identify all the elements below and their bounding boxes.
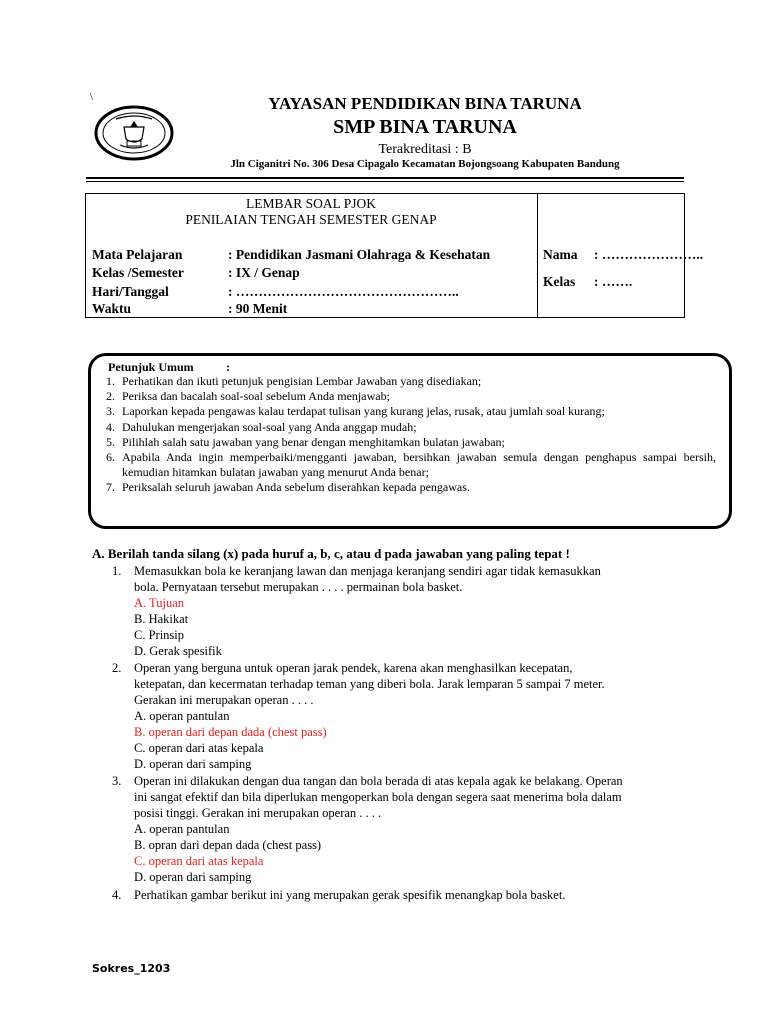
answer-option: D. operan dari samping xyxy=(134,870,252,884)
instruction-text: Dahulukan mengerjakan soal-soal yang Anda anggap mudah; xyxy=(122,419,417,434)
section-a-heading: A. Berilah tanda silang (x) pada huruf a, b, c, atau d pada jawaban yang paling tepat ! xyxy=(92,546,570,561)
student-name-label: Nama xyxy=(543,247,578,262)
header-divider xyxy=(86,177,684,179)
school-address: Jln Ciganitri No. 306 Desa Cipagalo Kecamatan Bojongsoang Kabupaten Bandung xyxy=(230,158,620,170)
question-line: Memasukkan bola ke keranjang lawan dan menjaga keranjang sendiri agar tidak kemasukkan xyxy=(134,564,601,578)
question-line: ini sangat efektif dan bila diperlukan mengoperkan bola dengan segera saat menerima bola dalam xyxy=(134,790,622,804)
answer-option: B. opran dari depan dada (chest pass) xyxy=(134,838,322,852)
stray-mark: \ xyxy=(90,92,93,103)
question-number: 1. xyxy=(112,564,122,578)
instruction-item xyxy=(106,435,716,450)
sheet-title: LEMBAR SOAL PJOK xyxy=(245,196,377,211)
instruction-item xyxy=(106,389,716,404)
instruction-item xyxy=(106,420,716,435)
field-value-date: : ………………………………………….. xyxy=(228,284,459,299)
instruction-item xyxy=(106,480,716,495)
question-number: 4. xyxy=(112,888,122,902)
instruction-text: Periksa dan bacalah soal-soal sebelum Anda menjawab; xyxy=(122,389,390,404)
instructions-list xyxy=(106,374,716,496)
question-line: Operan yang berguna untuk operan jarak pendek, karena akan menghasilkan kecepatan, xyxy=(134,661,573,675)
instruction-number: 7. xyxy=(106,480,115,495)
instructions-colon: : xyxy=(226,360,230,374)
question-line: posisi tinggi. Gerakan ini merupakan operan . . . . xyxy=(134,806,382,820)
answer-option-correct: B. operan dari depan dada (chest pass) xyxy=(134,725,327,739)
instruction-number: 1. xyxy=(106,374,115,388)
accreditation: Terakreditasi : B xyxy=(378,142,472,157)
answer-option-correct: A. Tujuan xyxy=(134,596,185,610)
instruction-text: Laporkan kepada pengawas kalau terdapat tulisan yang kurang jelas, rusak, atau jumlah soal kurang; xyxy=(122,404,605,419)
answer-option: C. operan dari atas kepala xyxy=(134,741,264,755)
question-line: Gerakan ini merupakan operan . . . . xyxy=(134,693,314,707)
question-number: 2. xyxy=(112,661,122,675)
foundation-name: YAYASAN PENDIDIKAN BINA TARUNA xyxy=(268,94,582,113)
answer-option: B. Hakikat xyxy=(134,612,189,626)
instruction-item xyxy=(106,450,716,480)
student-class-label: Kelas xyxy=(543,274,576,289)
instruction-text: Periksalah seluruh jawaban Anda sebelum diserahkan kepada pengawas. xyxy=(122,480,470,495)
instruction-item xyxy=(106,374,716,389)
instruction-number: 6. xyxy=(106,450,115,465)
question-number: 3. xyxy=(112,774,122,788)
page-footer-code: Sokres_1203 xyxy=(92,962,171,975)
field-label-class-semester: Kelas /Semester xyxy=(92,265,184,280)
question-line: Operan ini dilakukan dengan dua tangan dan bola berada di atas kepala agak ke belakang. Operan xyxy=(134,774,623,788)
instruction-text: Apabila Anda ingin memperbaiki/mengganti jawaban, bersihkan jawaban semula dengan penghapus sampai bersih, kemudian hitamkan bulatan jawaban yang menurut Anda benar; xyxy=(122,450,716,480)
answer-option-correct: C. operan dari atas kepala xyxy=(134,854,264,868)
student-name-field: : ………………….. xyxy=(594,247,704,262)
instruction-number: 3. xyxy=(106,404,115,419)
field-value-class-semester: : IX / Genap xyxy=(228,265,300,280)
info-box-divider xyxy=(537,193,538,318)
instruction-number: 5. xyxy=(106,434,115,449)
question-line: ketepatan, dan kecermatan terhadap teman yang diberi bola. Jarak lemparan 5 sampai 7 meter. xyxy=(134,677,605,691)
field-label-time: Waktu xyxy=(92,301,132,316)
instructions-title: Petunjuk Umum xyxy=(108,360,194,374)
field-value-time: : 90 Menit xyxy=(228,301,288,316)
field-value-subject: : Pendidikan Jasmani Olahraga & Kesehatan xyxy=(228,247,491,262)
header-divider-thin xyxy=(86,181,684,182)
field-label-subject: Mata Pelajaran xyxy=(92,247,183,262)
student-class-field: : ……. xyxy=(594,274,633,289)
instruction-number: 2. xyxy=(106,389,115,404)
school-logo-icon xyxy=(94,105,174,161)
answer-option: A. operan pantulan xyxy=(134,709,230,723)
instruction-text: Perhatikan dan ikuti petunjuk pengisian Lembar Jawaban yang disediakan; xyxy=(122,374,482,388)
answer-option: C. Prinsip xyxy=(134,628,185,642)
instruction-item xyxy=(106,404,716,419)
field-label-date: Hari/Tanggal xyxy=(92,284,169,299)
school-name: SMP BINA TARUNA xyxy=(333,116,517,138)
sheet-subtitle: PENILAIAN TENGAH SEMESTER GENAP xyxy=(185,212,437,227)
question-line: Perhatikan gambar berikut ini yang merupakan gerak spesifik menangkap bola basket. xyxy=(134,888,566,902)
answer-option: D. operan dari samping xyxy=(134,757,252,771)
answer-option: D. Gerak spesifik xyxy=(134,644,222,658)
instruction-text: Pilihlah salah satu jawaban yang benar dengan menghitamkan bulatan jawaban; xyxy=(122,434,505,449)
instruction-number: 4. xyxy=(106,419,115,434)
question-line: bola. Pernyataan tersebut merupakan . . . . permainan bola basket. xyxy=(134,580,463,594)
answer-option: A. operan pantulan xyxy=(134,822,230,836)
